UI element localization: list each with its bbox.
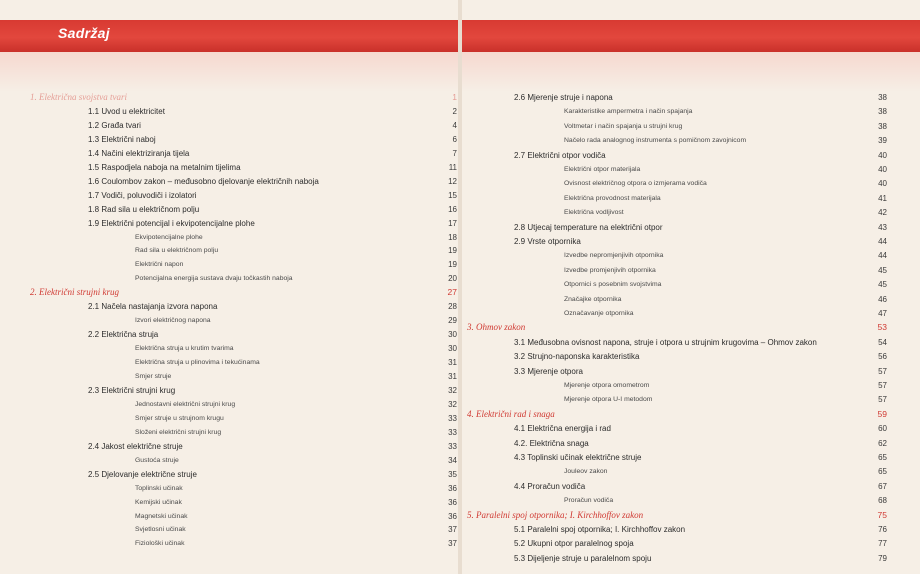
toc-entry-title: 1.6 Coulombov zakon – međusobno djelovanje električnih naboja — [88, 176, 319, 186]
toc-entry-title: Ovisnost električnog otpora o izmjerama vodiča — [564, 180, 707, 188]
toc-page-number: 37 — [448, 525, 457, 535]
toc-section — [462, 451, 920, 464]
toc-entry-title: 1.1 Uvod u elektricitet — [88, 106, 165, 116]
toc-subsection — [462, 163, 920, 176]
toc-page-number: 76 — [878, 525, 887, 534]
toc-entry-title: 2. Električni strujni krug — [30, 287, 119, 298]
toc-section — [462, 422, 920, 435]
toc-page-number: 20 — [448, 274, 457, 284]
toc-entry-title: 1.5 Raspodjela naboja na metalnim tijelima — [88, 162, 241, 172]
toc-section — [0, 468, 458, 481]
toc-subsection — [0, 537, 458, 550]
toc-chapter — [462, 509, 920, 522]
toc-subsection — [0, 342, 458, 355]
toc-chapter — [462, 321, 920, 334]
toc-subsection — [0, 523, 458, 536]
toc-page-number: 44 — [878, 237, 887, 246]
toc-page-number: 57 — [878, 366, 887, 376]
toc-entry-title: 1.8 Rad sila u električnom polju — [88, 204, 200, 214]
toc-page-number: 41 — [878, 193, 887, 203]
toc-chapter — [0, 286, 458, 299]
toc-entry-title: Smjer struje — [135, 373, 172, 380]
toc-entry-title: Fiziološki učinak — [135, 540, 185, 548]
toc-page-number: 17 — [448, 218, 457, 228]
toc-entry-title: Značajke otpornika — [564, 295, 622, 303]
toc-entry-title: Mjerenje otpora omometrom — [564, 382, 650, 389]
toc-entry-title: 3.2 Strujno-naponska karakteristika — [514, 352, 640, 362]
toc-entry-title: 4.3 Toplinski učinak električne struje — [514, 453, 642, 462]
toc-page-number: 11 — [448, 162, 457, 172]
toc-entry-title: Načelo rada analognog instrumenta s pomičnom zavojnicom — [564, 137, 747, 145]
toc-entry-title: 4.2. Električna snaga — [514, 438, 589, 448]
toc-page-number: 65 — [878, 453, 887, 462]
toc-entry-title: Električna struja u krutim tvarima — [135, 345, 234, 353]
toc-page-number: 45 — [878, 280, 887, 290]
toc-section — [0, 384, 458, 397]
toc-entry-title: Izvedbe promjenjivih otpornika — [564, 266, 656, 274]
toc-page-number: 57 — [878, 395, 887, 405]
toc-section — [462, 336, 920, 349]
toc-page-number: 37 — [448, 539, 457, 549]
toc-subsection — [0, 496, 458, 509]
right-page — [462, 0, 920, 574]
toc-page-number: 18 — [448, 232, 457, 242]
toc-page-number: 6 — [452, 134, 457, 144]
toc-entry-title: Jednostavni električni strujni krug — [135, 400, 236, 408]
toc-entry-title: Električni napon — [135, 261, 184, 269]
toc-section — [462, 480, 920, 493]
toc-page-number: 59 — [877, 408, 887, 419]
toc-entry-title: Izvori električnog napona — [135, 317, 211, 325]
toc-subsection — [0, 231, 458, 244]
toc-entry-title: Kemijski učinak — [135, 498, 182, 506]
toc-entry-title: Ekvipotencijalne plohe — [135, 233, 203, 241]
toc-page-number: 34 — [448, 455, 457, 465]
toc-section — [0, 133, 458, 146]
toc-page-number: 77 — [878, 539, 887, 549]
toc-subsection — [462, 206, 920, 219]
toc-section — [462, 537, 920, 550]
toc-entry-title: Označavanje otpornika — [564, 310, 634, 317]
toc-entry-title: 5.3 Dijeljenje struje u paralelnom spoju — [514, 553, 652, 563]
toc-entry-title: Rad sila u električnom polju — [135, 247, 219, 255]
header-fade-right — [462, 52, 920, 92]
toc-entry-title: 2.5 Djelovanje električne struje — [88, 469, 197, 479]
toc-page-number: 68 — [878, 496, 887, 506]
toc-page-number: 39 — [878, 136, 887, 146]
toc-section — [462, 235, 920, 248]
toc-subsection — [0, 454, 458, 467]
toc-page-number: 15 — [448, 190, 457, 200]
toc-page-number: 46 — [878, 294, 887, 304]
toc-page-number: 40 — [878, 179, 887, 189]
toc-page-number: 43 — [878, 222, 887, 232]
toc-page-number: 65 — [878, 467, 887, 477]
toc-page-number: 60 — [878, 424, 887, 434]
toc-page-number: 1 — [452, 92, 457, 102]
toc-section — [0, 161, 458, 174]
toc-page-number: 4 — [452, 120, 457, 130]
toc-entry-title: Potencijalna energija sustava dvaju točkastih naboja — [135, 275, 293, 283]
toc-entry-title: Mjerenje otpora U-I metodom — [564, 396, 653, 404]
toc-section — [0, 189, 458, 202]
toc-page-number: 67 — [878, 481, 887, 491]
toc-subsection — [0, 258, 458, 271]
toc-entry-title: 4. Električni rad i snaga — [467, 408, 555, 419]
toc-page-number: 27 — [447, 287, 457, 298]
toc-page-number: 40 — [878, 165, 887, 174]
toc-page-number: 56 — [878, 352, 887, 362]
toc-subsection — [462, 134, 920, 147]
toc-entry-title: Svjetlosni učinak — [135, 526, 186, 534]
toc-entry-title: 2.9 Vrste otpornika — [514, 237, 581, 246]
toc-entry-title: Električna provodnost materijala — [564, 194, 661, 202]
toc-entry-title: Toplinski učinak — [135, 484, 183, 492]
toc-section — [462, 523, 920, 536]
toc-section — [462, 149, 920, 162]
toc-section — [0, 217, 458, 230]
toc-page-number: 31 — [448, 372, 457, 381]
toc-entry-title: Izvedbe nepromjenjivih otpornika — [564, 252, 664, 260]
toc-subsection — [462, 278, 920, 291]
toc-subsection — [462, 393, 920, 406]
toc-entry-title: 5.1 Paralelni spoj otpornika; I. Kirchhoffov zakon — [514, 525, 686, 534]
toc-chapter — [462, 408, 920, 421]
toc-subsection — [0, 244, 458, 257]
toc-section — [462, 221, 920, 234]
toc-section — [462, 552, 920, 565]
toc-section — [0, 440, 458, 453]
toc-entry-title: 2.3 Električni strujni krug — [88, 385, 176, 395]
toc-subsection — [462, 264, 920, 277]
toc-page-number: 2 — [452, 106, 457, 116]
toc-entry-title: 4.1 Električna energija i rad — [514, 424, 611, 434]
toc-entry-title: Gustoća struje — [135, 456, 179, 464]
toc-section — [0, 175, 458, 188]
toc-entry-title: 2.1 Načela nastajanja izvora napona — [88, 302, 218, 312]
toc-entry-title: 2.4 Jakost električne struje — [88, 441, 183, 451]
toc-subsection — [462, 307, 920, 320]
toc-subsection — [0, 398, 458, 411]
toc-subsection — [0, 482, 458, 495]
toc-page-number: 45 — [878, 265, 887, 275]
toc-section — [462, 91, 920, 104]
toc-entry-title: Jouleov zakon — [564, 468, 608, 476]
toc-page-number: 38 — [878, 93, 887, 102]
toc-page-number: 40 — [878, 150, 887, 160]
toc-section — [462, 437, 920, 450]
toc-entry-title: Magnetski učinak — [135, 512, 188, 520]
toc-page-number: 36 — [448, 483, 457, 493]
toc-page-number: 19 — [448, 246, 457, 256]
toc-page-number: 19 — [448, 260, 457, 270]
toc-entry-title: 3.1 Međusobna ovisnost napona, struje i otpora u strujnim krugovima – Ohmov zakon — [514, 337, 817, 347]
toc-page-number: 33 — [448, 427, 457, 437]
toc-entry-title: 3. Ohmov zakon — [467, 322, 526, 333]
toc-entry-title: 2.8 Utjecaj temperature na električni otpor — [514, 222, 663, 232]
toc-subsection — [0, 412, 458, 425]
toc-entry-title: Složeni električni strujni krug — [135, 428, 222, 436]
toc-entry-title: Proračun vodiča — [564, 497, 614, 505]
toc-page-number: 44 — [878, 251, 887, 261]
toc-page-number: 29 — [448, 316, 457, 326]
toc-entry-title: 1.9 Električni potencijal i ekvipotencijalne plohe — [88, 218, 255, 228]
toc-entry-title: Smjer struje u strujnom krugu — [135, 414, 224, 422]
toc-page-number: 42 — [878, 208, 887, 218]
toc-page-number: 53 — [877, 322, 887, 333]
toc-page-number: 31 — [448, 358, 457, 368]
toc-subsection — [462, 105, 920, 118]
toc-section — [462, 350, 920, 363]
toc-subsection — [0, 314, 458, 327]
toc-entry-title: 5.2 Ukupni otpor paralelnog spoja — [514, 539, 634, 549]
toc-section — [0, 105, 458, 118]
toc-page-number: 38 — [878, 121, 887, 131]
toc-page-number: 33 — [448, 413, 457, 423]
toc-entry-title: 2.2 Električna struja — [88, 330, 159, 340]
toc-subsection — [462, 494, 920, 507]
left-page — [0, 0, 458, 574]
toc-subsection — [462, 465, 920, 478]
toc-page-number: 32 — [448, 399, 457, 409]
toc-page-number: 36 — [448, 497, 457, 507]
toc-subsection — [462, 249, 920, 262]
toc-entry-title: 4.4 Proračun vodiča — [514, 481, 586, 491]
page-title: Sadržaj — [58, 25, 110, 41]
toc-page-number: 32 — [448, 385, 457, 395]
toc-entry-title: Električna struja u plinovima i tekućinama — [135, 359, 260, 367]
toc-section — [0, 147, 458, 160]
toc-page-number: 28 — [448, 302, 457, 312]
toc-page-number: 16 — [448, 204, 457, 214]
toc-page-number: 33 — [448, 441, 457, 451]
toc-subsection — [462, 379, 920, 392]
toc-entry-title: 2.7 Električni otpor vodiča — [514, 150, 606, 160]
toc-section — [0, 328, 458, 341]
toc-entry-title: Voltmetar i način spajanja u strujni krug — [564, 122, 683, 130]
toc-entry-title: 1.3 Električni naboj — [88, 134, 156, 144]
toc-entry-title: 3.3 Mjerenje otpora — [514, 366, 583, 376]
toc-subsection — [462, 120, 920, 133]
toc-page-number: 79 — [878, 553, 887, 563]
toc-section — [0, 119, 458, 132]
toc-page-number: 57 — [878, 381, 887, 390]
toc-section — [462, 365, 920, 378]
toc-page-number: 47 — [878, 309, 887, 318]
toc-subsection — [0, 356, 458, 369]
toc-entry-title: Karakteristike ampermetra i način spajanja — [564, 108, 693, 116]
toc-page-number: 54 — [878, 337, 887, 347]
header-band-right — [462, 20, 920, 52]
header-fade — [0, 52, 458, 92]
toc-subsection — [462, 192, 920, 205]
toc-entry-title: 2.6 Mjerenje struje i napona — [514, 93, 613, 102]
toc-subsection — [0, 510, 458, 523]
toc-entry-title: 1.4 Načini elektriziranja tijela — [88, 148, 190, 158]
toc-page-number: 38 — [878, 107, 887, 117]
toc-entry-title: 1.2 Građa tvari — [88, 120, 141, 130]
toc-chapter — [0, 91, 458, 104]
toc-page-number: 30 — [448, 344, 457, 354]
toc-entry-title: 1. Električna svojstva tvari — [30, 92, 127, 102]
toc-subsection — [462, 177, 920, 190]
toc-subsection — [462, 293, 920, 306]
toc-subsection — [0, 370, 458, 383]
toc-page-number: 62 — [878, 438, 887, 448]
toc-page-number: 7 — [452, 148, 457, 158]
toc-entry-title: Električni otpor materijala — [564, 166, 641, 173]
toc-section — [0, 300, 458, 313]
toc-entry-title: 1.7 Vodiči, poluvodiči i izolatori — [88, 190, 197, 200]
toc-subsection — [0, 426, 458, 439]
toc-page-number: 75 — [877, 509, 887, 520]
toc-page-number: 36 — [448, 511, 457, 521]
toc-page-number: 35 — [448, 469, 457, 479]
toc-page-number: 12 — [448, 176, 457, 186]
toc-section — [0, 203, 458, 216]
toc-entry-title: 5. Paralelni spoj otpornika; I. Kirchhoffov zakon — [467, 509, 644, 520]
toc-page-number: 30 — [448, 330, 457, 340]
toc-entry-title: Otpornici s posebnim svojstvima — [564, 281, 662, 289]
toc-subsection — [0, 272, 458, 285]
toc-entry-title: Električna vodljivost — [564, 209, 624, 217]
